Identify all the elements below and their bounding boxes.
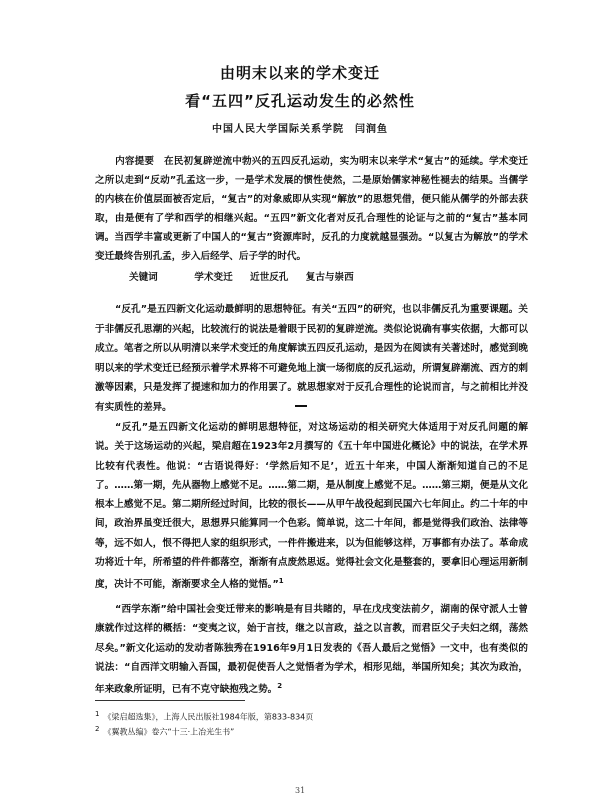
keyword-1: 学术变迁 <box>194 272 233 283</box>
footnote-2-text: 《翼教丛编》卷六“十三·上冶光生书” <box>107 727 235 737</box>
title-line-2: 看“五四”反孔运动发生的必然性 <box>185 92 415 110</box>
abstract-label: 内容提要 <box>115 156 155 167</box>
paragraph-1 <box>95 300 528 417</box>
keyword-2: 近世反孔 <box>250 272 289 283</box>
footnote-divider <box>95 700 245 701</box>
paragraph-2 <box>95 418 528 595</box>
footnote-ref-2[interactable]: 2 <box>277 682 283 691</box>
footnote-ref-1[interactable]: 1 <box>278 577 284 586</box>
paragraph-2-text: “反孔”是五四新文化运动的鲜明思想特征，对这场运动的相关研究大体适用于对反孔问题的解说。关于这场运动的兴起，梁启超在1923年2月撰写的《五十年中国进化概论》中的说法，在学术界比较有代表性。他说：“古语说得好：‘学然后知不足’，近五十年来，中国人渐渐知道自己的不足了。……第一期，先从器物上感觉不足。……第二期，是从制度上感觉不足。……第三期，便是从文化根本上感觉不足。第二期所经过时间，比较的很长——从甲午战役起到民国六七年间止。约二十年的中间，政治界虽变迁很大，思想界只能算同一个色彩。简单说，这二十年间，都是觉得我们政治、法律等等，远不如人，恨不得把人家的组织形式，一件件搬进来，以为但能够这样，万事都有办法了。革命成功将近十年，所希望的件件都落空，渐渐有点废然思返。觉得社会文化是整套的，要拿旧心理运用新制度，决计不可能，渐渐要求全人格的觉悟。” <box>95 422 528 591</box>
footnote-2 <box>95 723 528 739</box>
paragraph-3-text: “西学东渐”给中国社会变迁带来的影响是有目共睹的，早在戊戌变法前夕，湖南的保守派人士曾康就作过这样的概括：“变夷之议，始于言技，继之以言政，益之以言教，而君臣父子夫妇之纲，荡然尽矣。”新文化运动的发动者陈独秀在1916年9月1日发表的《吾人最后之觉悟》一文中，也有类似的说法：“自西洋文明输入吾国，最初促使吾人之觉悟者为学术，相形见绌，举国所知矣；其次为政治，年来政象所证明，已有不克守缺抱残之势。 <box>95 604 528 696</box>
keywords <box>95 268 528 287</box>
keyword-3: 复古与崇西 <box>305 272 354 283</box>
footnote-2-marker: 2 <box>95 725 100 733</box>
footnote-1-marker: 1 <box>95 710 100 718</box>
abstract <box>95 152 528 266</box>
section-separator <box>295 405 307 407</box>
keywords-label: 关键词 <box>129 272 158 283</box>
footnote-1-text: 《梁启超选集》，上海人民出版社1984年版，第833-834页 <box>107 712 314 722</box>
author-line: 中国人民大学国际关系学院 闫润鱼 <box>212 124 388 135</box>
footnote-1 <box>95 708 528 724</box>
abstract-text: 在民初复辟逆流中勃兴的五四反孔运动，实为明末以来学术“复古”的延续。学术变迁之所以走到“反动”孔孟这一步，一是学术发展的惯性使然，二是原始儒家神秘性褪去的结果。当儒学的内核在价值层面被否定后，“复古”的对象威即从实现“解放”的思想凭借，便只能从儒学的外部去获取，由是便有了学和西学的相继兴起。“五四”新文化者对反孔合理性的论证与之前的“复古”基本同调。当西学丰富或更新了中国人的“复古”资源库时，反孔的力度就越显强劲。“以复古为解放”的学术变迁最终告别孔孟，步入后经学、后子学的时代。 <box>95 156 529 262</box>
title-line-1: 由明末以来的学术变迁 <box>219 64 380 82</box>
paragraph-3 <box>95 600 528 700</box>
paragraph-1-text: “反孔”是五四新文化运动最鲜明的思想特征。有关“五四”的研究，也以非儒反孔为重要课题。关于非儒反孔思潮的兴起，比较流行的说法是着眼于民初的复辟逆流。类似论说确有事实依据，大都可以成立。笔者之所以从明清以来学术变迁的角度解读五四反孔运动，是因为在阅读有关著述时，感觉到晚明以来的学术变迁已经预示着学术界将不可避免地上演一场彻底的反孔运动，所谓复辟潮流、西方的刺激等因素，只是发挥了提速和加力的作用罢了。就思想家对于反孔合理性的论说而言，与之前相比并没有实质性的差异。 <box>95 304 528 413</box>
page-number: 31 <box>295 786 306 795</box>
